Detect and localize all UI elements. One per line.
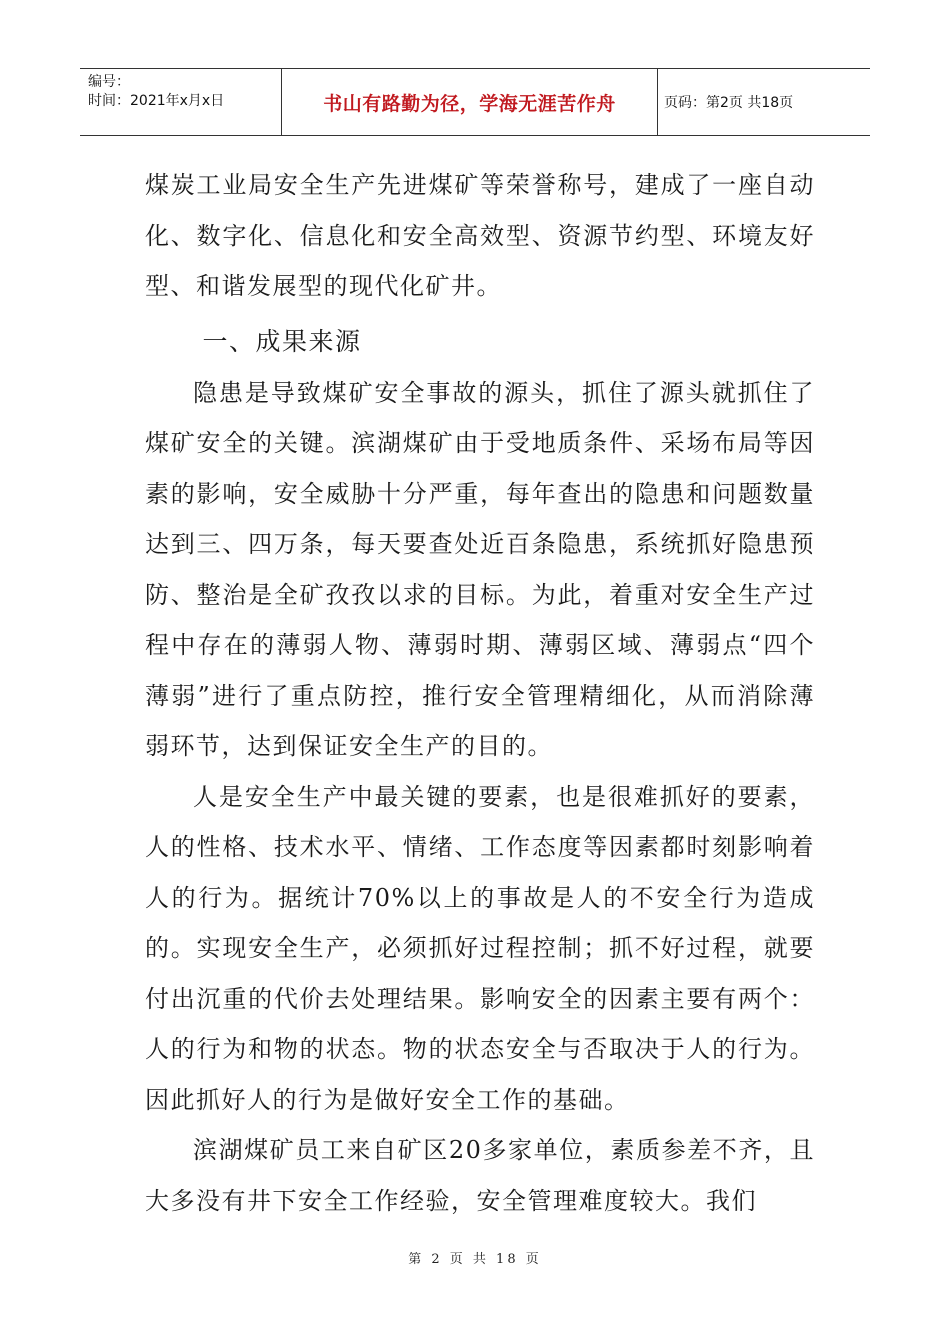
page-footer: 第 2 页 共 18 页 (408, 1252, 542, 1267)
header-number-label: 编号： (88, 74, 130, 90)
document-body (145, 160, 815, 1226)
header-meta (80, 69, 282, 135)
header-page-info: 页码：第2页 共18页 (664, 95, 794, 111)
paragraph: 隐患是导致煤矿安全事故的源头，抓住了源头就抓住了煤矿安全的关键。滨湖煤矿由于受地质条件、采场布局等因素的影响，安全威胁十分严重，每年查出的隐患和问题数量达到三、四万条，每天要查处近百条隐患，系统抓好隐患预防、整治是全矿孜孜以求的目标。为此，着重对安全生产过程中存在的薄弱人物、薄弱时期、薄弱区域、薄弱点“四个薄弱”进行了重点防控，推行安全管理精细化，从而消除薄弱环节，达到保证安全生产的目的。 (145, 378, 815, 760)
header-time-label: 时间：2021年x月x日 (88, 93, 225, 109)
paragraph-continuation: 煤炭工业局安全生产先进煤矿等荣誉称号，建成了一座自动化、数字化、信息化和安全高效型、资源节约型、环境友好型、和谐发展型的现代化矿井。 (145, 171, 815, 300)
header-motto: 书山有路勤为径，学海无涯苦作舟 (282, 69, 658, 135)
paragraph: 人是安全生产中最关键的要素，也是很难抓好的要素，人的性格、技术水平、情绪、工作态度等因素都时刻影响着人的行为。据统计70%以上的事故是人的不安全行为造成的。实现安全生产，必须抓好过程控制；抓不好过程，就要付出沉重的代价去处理结果。影响安全的因素主要有两个：人的行为和物的状态。物的状态安全与否取决于人的行为。因此抓好人的行为是做好安全工作的基础。 (145, 782, 815, 1114)
document-header (80, 68, 870, 136)
paragraph: 滨湖煤矿员工来自矿区20多家单位，素质参差不齐，且大多没有井下安全工作经验，安全管理难度较大。我们 (145, 1136, 815, 1215)
section-heading: 一、成果来源 (202, 326, 362, 356)
